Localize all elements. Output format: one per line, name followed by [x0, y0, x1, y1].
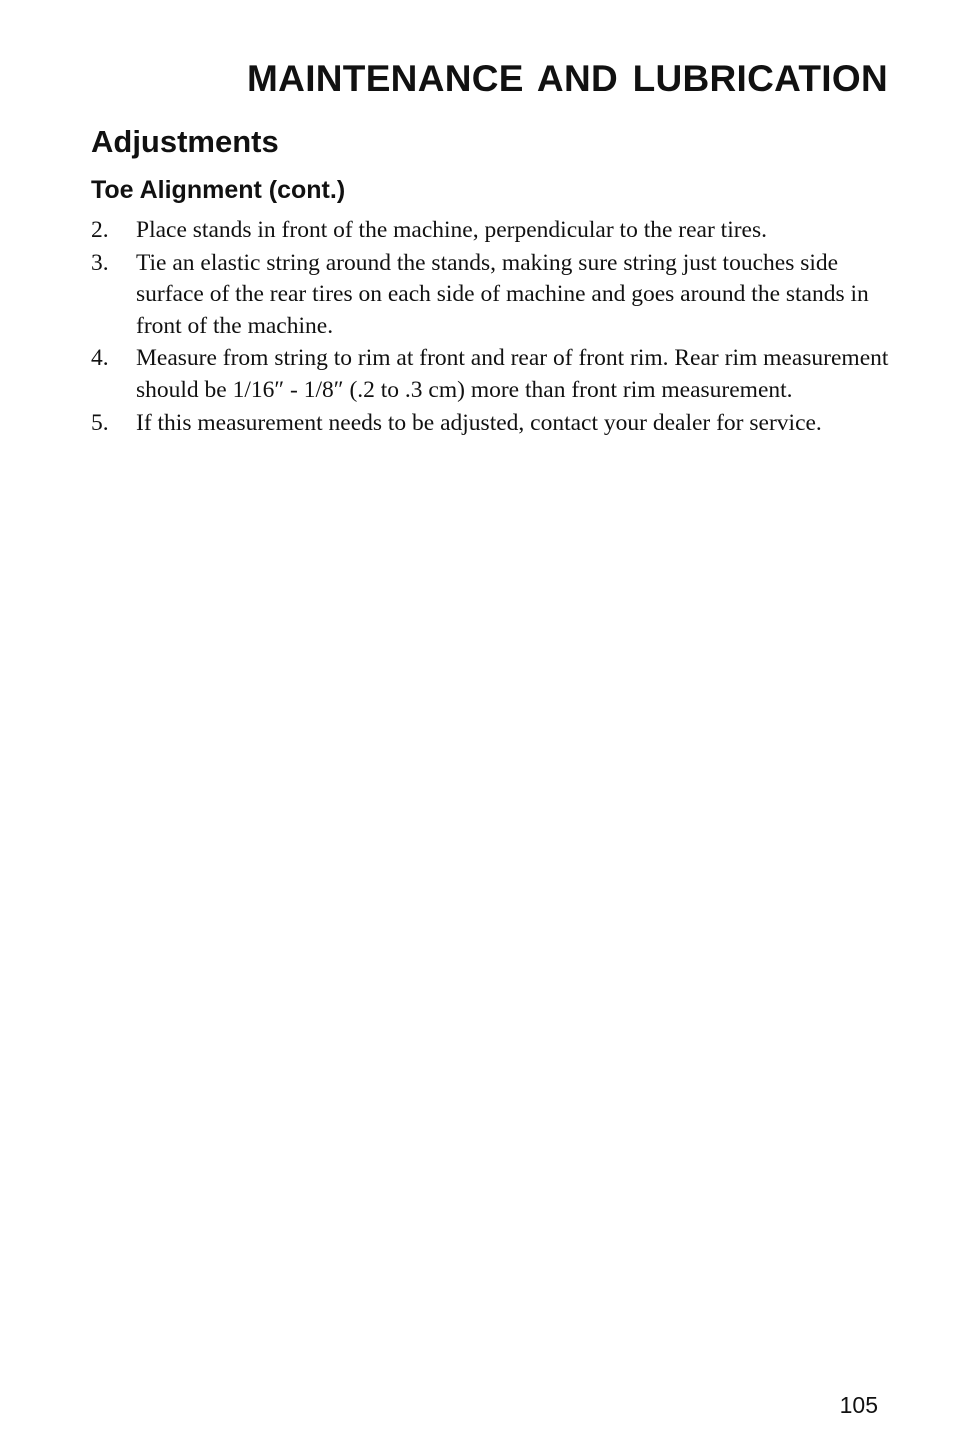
- step-text: If this measurement needs to be adjusted, contact your dealer for service.: [136, 409, 822, 436]
- step-number: 2.: [91, 217, 109, 243]
- steps-list: [91, 215, 901, 440]
- list-item: [91, 215, 901, 247]
- chapter-title: MAINTENANCE AND LUBRICATION: [247, 58, 888, 99]
- step-text: Tie an elastic string around the stands, making sure string just touches side surface of the rear tires on each side of machine and goes around the stands in front of the machine.: [136, 249, 869, 339]
- step-number: 3.: [91, 249, 109, 276]
- section-title: Adjustments: [91, 124, 279, 159]
- list-item: [91, 248, 901, 343]
- page-number: 105: [839, 1392, 878, 1418]
- list-item: [91, 343, 901, 406]
- step-text: Place stands in front of the machine, perpendicular to the rear tires.: [136, 217, 768, 243]
- list-item: [91, 408, 901, 440]
- step-number: 5.: [91, 409, 109, 436]
- subsection-title: Toe Alignment (cont.): [91, 176, 346, 204]
- step-number: 4.: [91, 345, 109, 372]
- step-text: Measure from string to rim at front and rear of front rim. Rear rim measurement should be 1/16″ - 1/8″ (.2 to .3 cm) more than front rim measurement.: [136, 345, 889, 403]
